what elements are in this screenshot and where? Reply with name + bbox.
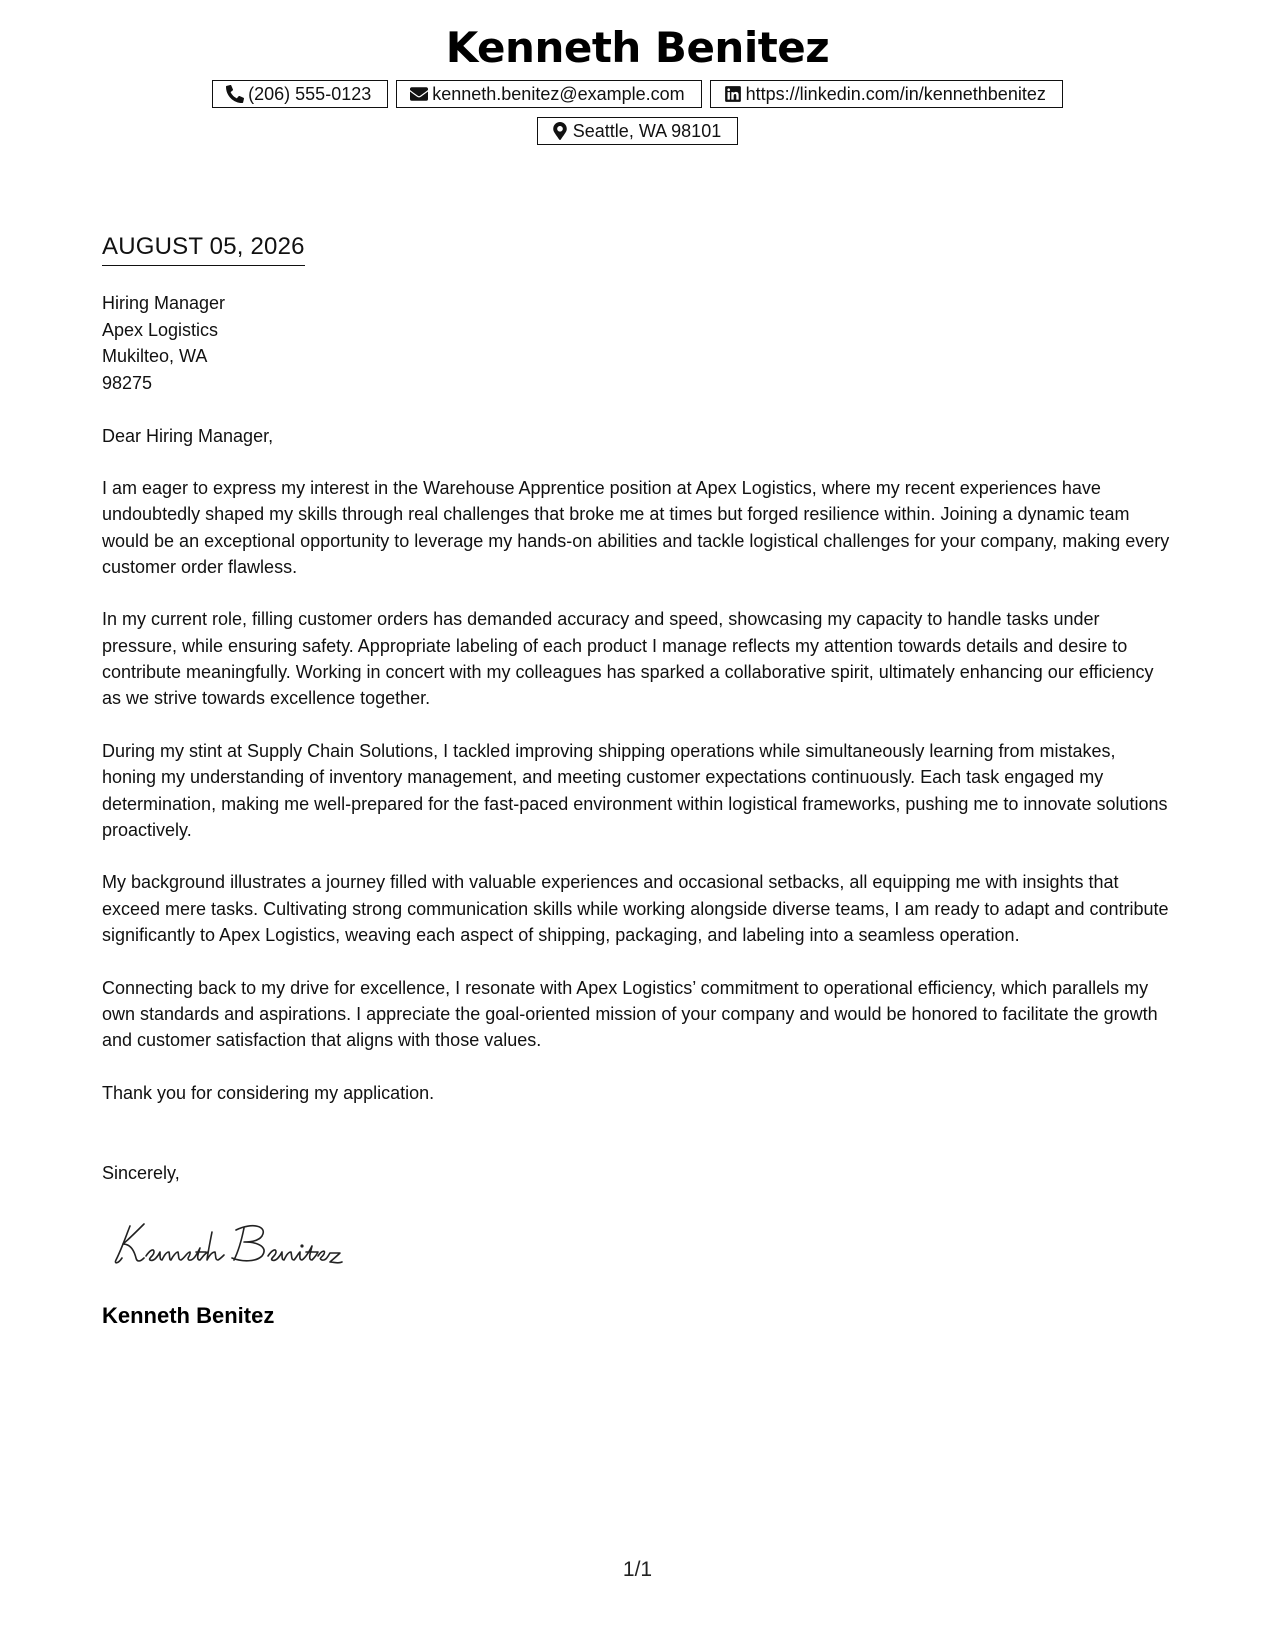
contact-phone [212,80,388,108]
recipient-city-state: Mukilteo, WA [102,346,208,366]
recipient-title: Hiring Manager [102,293,226,313]
recipient-zip: 98275 [102,372,153,393]
contact-row-2 [0,117,1275,145]
recipient-company: Apex Logistics [102,319,219,340]
salutation: Dear Hiring Manager, [102,426,274,446]
phone-icon [226,85,244,103]
body-paragraph: My background illustrates a journey filled with valuable experiences and occasional setbacks, all equipping me with insights that exceed mere tasks. Cultivating strong communication skills while working alongside diverse teams, I am ready to adapt and contribute significantly to Apex Logistics, weaving each aspect of shipping, packaging, and labeling into a seamless operation. [102,872,1169,946]
recipient-address [102,290,225,396]
linkedin-link: https://linkedin.com/in/kennethbenitez [745,83,1046,104]
envelope-icon [410,85,428,103]
applicant-name-heading: Kenneth Benitez [445,23,830,72]
handwritten-signature [112,1212,362,1272]
location-text: Seattle, WA 98101 [572,120,722,141]
signed-name: Kenneth Benitez [102,1303,275,1328]
body-paragraph: Connecting back to my drive for excellence, I resonate with Apex Logistics’ commitment to operational efficiency, which parallels my own standards and aspirations. I appreciate the goal-oriented mission of your company and would be honored to facilitate the growth and customer satisfaction that aligns with those values. [102,977,1158,1051]
body-paragraph: In my current role, filling customer orders has demanded accuracy and speed, showcasing my capacity to handle tasks under pressure, while ensuring safety. Appropriate labeling of each product I manage reflects my attention towards details and desire to contribute meaningfully. Working in concert with my colleagues has sparked a collaborative spirit, ultimately enhancing our efficiency as we strive towards excellence together. [102,609,1154,709]
phone-text: (206) 555-0123 [248,83,372,104]
letter-date: AUGUST 05, 2026 [102,232,305,266]
contact-email[interactable] [396,80,701,108]
contact-location [537,117,738,145]
body-paragraph: During my stint at Supply Chain Solutions, I tackled improving shipping operations while simultaneously learning from mistakes, honing my understanding of inventory management, and meeting customer expectations continuously. Each task engaged my determination, making me well-prepared for the fast-paced environment within logistical frameworks, pushing me to innovate solutions proactively. [102,740,1168,840]
contact-row [0,80,1275,108]
map-marker-icon [551,122,569,140]
letter-body [102,475,1172,1132]
email-link: kenneth.benitez@example.com [432,83,685,104]
closing-text: Sincerely, [102,1163,180,1183]
body-paragraph: Thank you for considering my application. [102,1082,435,1103]
page-indicator: 1/1 [622,1558,653,1581]
linkedin-icon [724,85,742,103]
contact-linkedin[interactable] [710,80,1063,108]
body-paragraph: I am eager to express my interest in the Warehouse Apprentice position at Apex Logistics, where my recent experiences have undoubtedly shaped my skills through real challenges that broke me at times but forged resilience within. Joining a dynamic team would be an exceptional opportunity to leverage my hands-on abilities and tackle logistical challenges for your company, making every customer order flawless. [102,478,1170,577]
